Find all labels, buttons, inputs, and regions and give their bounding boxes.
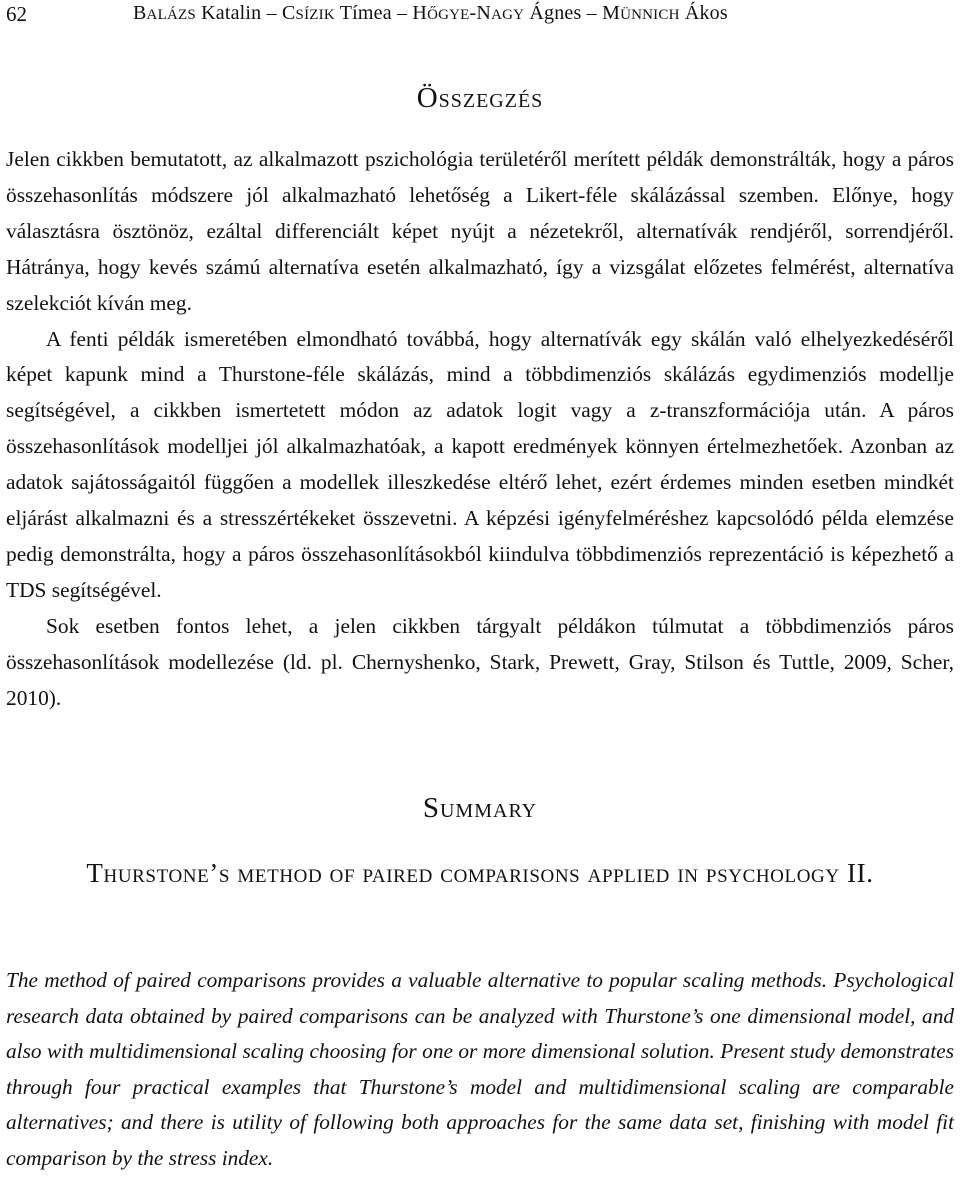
author-given: Katalin (201, 2, 262, 24)
paragraph: A fenti példák ismeretében elmondható továbbá, hogy alternatívák egy skálán való elhelyezkedéséről képet kapunk mind a Thurstone-féle skálázás, mind a többdimenziós skálázás egydimenziós modellje segítségével, a cikkben ismertetett módon az adatok logit vagy a z-transzformációja után. A páros összehasonlítások modelljei jól alkalmazhatóak, a kapott eredmények könnyen értelmezhetőek. Azonban az adatok sajátosságaitól függően a modellek illeszkedése eltérő lehet, ezért érdemes minden esetben mindkét eljárást alkalmazni és a stresszértékeket összevetni. A képzési igényfelméréshez kapcsolódó példa elemzése pedig demonstrálta, hogy a páros összehasonlításokból kiindulva többdimenziós reprezentáció is képezhető a TDS segítségével. (6, 326, 954, 602)
paragraph: Jelen cikkben bemutatott, az alkalmazott pszichológia területéről merített példák demonstrálták, hogy a páros összehasonlítás módszere jól alkalmazható lehetőség a Likert-féle skálázással szemben. Előnye, hogy választásra ösztönöz, ezáltal differenciált képet nyújt a nézetekről, alternatívák rendjéről, sorrendjéről. Hátránya, hogy kevés számú alternatíva esetén alkalmazható, így a vizsgálat előzetes felmérést, alternatíva szelekciót kíván meg. (6, 147, 954, 315)
author-given: Ákos (684, 2, 728, 24)
paragraph: Sok esetben fontos lehet, a jelen cikkben tárgyalt példákon túlmutat a többdimenziós páros összehasonlítások modellezése (ld. pl. Chernyshenko, Stark, Prewett, Gray, Stilson és Tuttle, 2009, Scher, 2010). (6, 613, 954, 710)
section-heading-osszegzes: Összegzés (416, 82, 544, 114)
author-surname: HŐGYE-NAGY (412, 2, 525, 24)
author-surname: MÜNNICH (602, 2, 680, 24)
page-number: 62 (6, 2, 27, 26)
english-abstract (6, 963, 954, 1177)
running-head-authors: BALÁZS Katalin – CSÍZIK Tímea – HŐGYE-NAGY Ágnes – MÜNNICH Ákos (133, 2, 728, 24)
author-given: Tímea (339, 2, 392, 24)
hungarian-summary-body (6, 142, 954, 717)
author-given: Ágnes (529, 2, 582, 24)
page-header (6, 0, 954, 30)
section-heading-summary: Summary (422, 792, 538, 824)
english-article-title: Thurstone’s method of paired comparisons applied in psychology II. (86, 858, 874, 888)
abstract-paragraph: The method of paired comparisons provides a valuable alternative to popular scaling methods. Psychological research data obtained by paired comparisons can be analyzed with Thurstone’s one dimensional model, and also with multidimensional scaling choosing for one or more dimensional solution. Present study demonstrates through four practical examples that Thurstone’s model and multidimensional scaling are comparable alternatives; and there is utility of following both approaches for the same data set, finishing with model fit comparison by the stress index. (6, 968, 954, 1170)
author-surname: CSÍZIK (281, 2, 335, 24)
author-surname: BALÁZS (133, 2, 196, 24)
